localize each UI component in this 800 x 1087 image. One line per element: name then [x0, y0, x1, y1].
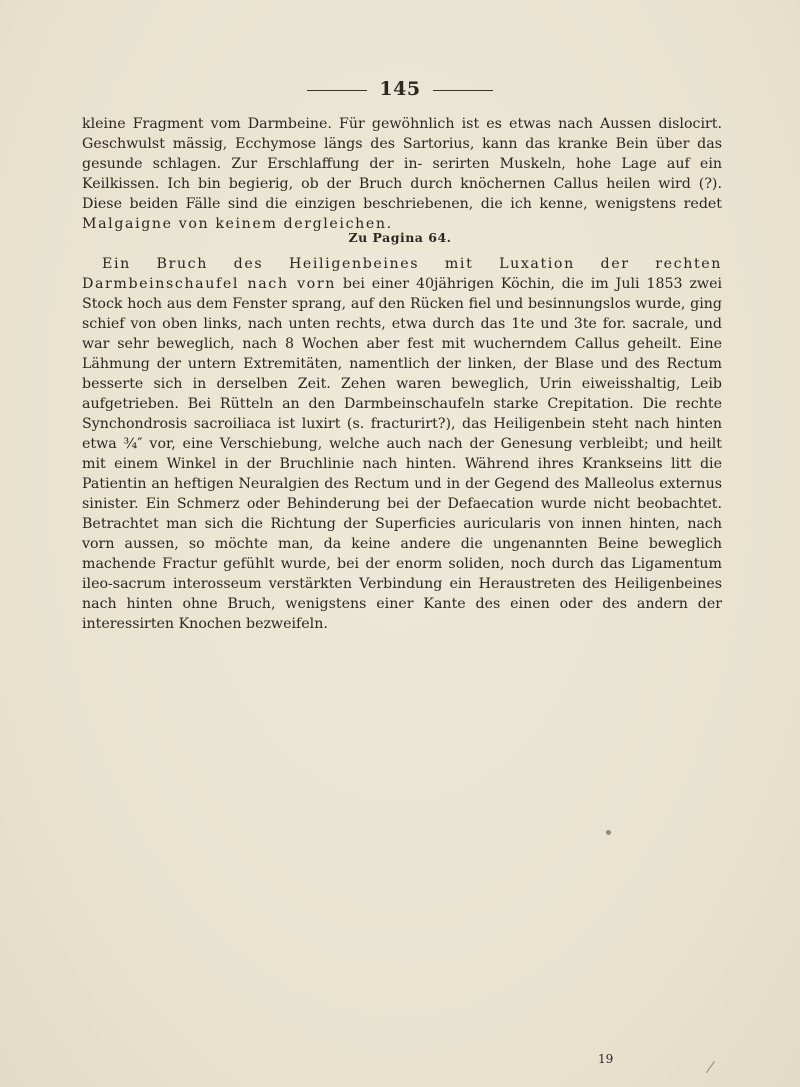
ink-spot	[606, 830, 611, 835]
p1-line-2: Ecchymose längs des Sartorius, kann das kranke Bein über das gesunde schlagen. Zur Erschlaffung der in-	[82, 136, 722, 172]
section-reference: Zu Pagina 64.	[348, 230, 452, 245]
paragraph-continuation	[82, 114, 722, 234]
p1-line-5: Malgaigne von keinem dergleichen.	[82, 216, 393, 232]
case-title: Ein Bruch des Heiligenbeines mit Luxation der rechten Darmbeinschaufel nach vorn	[82, 256, 722, 292]
page-number: 145	[379, 78, 421, 100]
p1-line-3: serirten Muskeln, hohe Lage auf ein Keilkissen. Ich bin begierig, ob der Bruch durch knöchernen Callus	[82, 156, 722, 192]
case-text: bei einer 40jährigen Köchin, die im Juli 1853 zwei Stock hoch aus dem Fenster sprang, auf den Rücken fiel und besinnungslos wurde, ging schief von oben links, nach unten rechts, etwa durch das 1te und 3te for. sacrale, und war sehr beweglich, nach 8 Wochen aber fest mit wucherndem Callus geheilt. Eine Lähmung der untern Extremitäten, namentlich der linken, der Blase und des Rectum besserte sich in derselben Zeit. Zehen waren beweglich, Urin eiweisshaltig, Leib aufgetrieben. Bei Rütteln an den Darmbeinschaufeln starke Crepitation. Die rechte Synchondrosis sacroiliaca ist luxirt (s. fracturirt?), das Heiligenbein steht nach hinten etwa ¾″ vor, eine Verschiebung, welche auch nach der Genesung verbleibt; und heilt mit einem Winkel in der Bruchlinie nach hinten. Während ihres Krankseins litt die Patientin an heftigen Neuralgien des Rectum und in der Gegend des Malleolus externus sinister. Ein Schmerz oder Behinderung bei der Defaecation wurde nicht beobachtet. Betrachtet man sich die Richtung der Superficies auricularis von innen hinten, nach vorn aussen, so möchte man, da keine andere die ungenannten Beine beweglich machende Fractur gefühlt wurde, bei der enorm soliden, noch durch das Ligamentum ileo-sacrum interosseum verstärkten Verbindung ein Heraustreten des Heiligenbeines nach hinten ohne Bruch, wenigstens einer Kante des einen oder des andern der interessirten Knochen bezweifeln.	[82, 276, 723, 632]
header-rule-left	[307, 90, 367, 91]
page-header	[0, 78, 800, 100]
header-rule-right	[433, 90, 493, 91]
paragraph-case-report	[82, 254, 722, 634]
signature-mark: 19	[598, 1052, 614, 1066]
p1-line-1: kleine Fragment vom Darmbeine. Für gewöhnlich ist es etwas nach Aussen dislocirt. Geschwulst mässig,	[82, 116, 722, 152]
p1-line-4: heilen wird (?). Diese beiden Fälle sind die einzigen beschriebenen, die ich kenne, wenigstens redet	[82, 176, 722, 212]
pencil-tick	[706, 1061, 715, 1073]
